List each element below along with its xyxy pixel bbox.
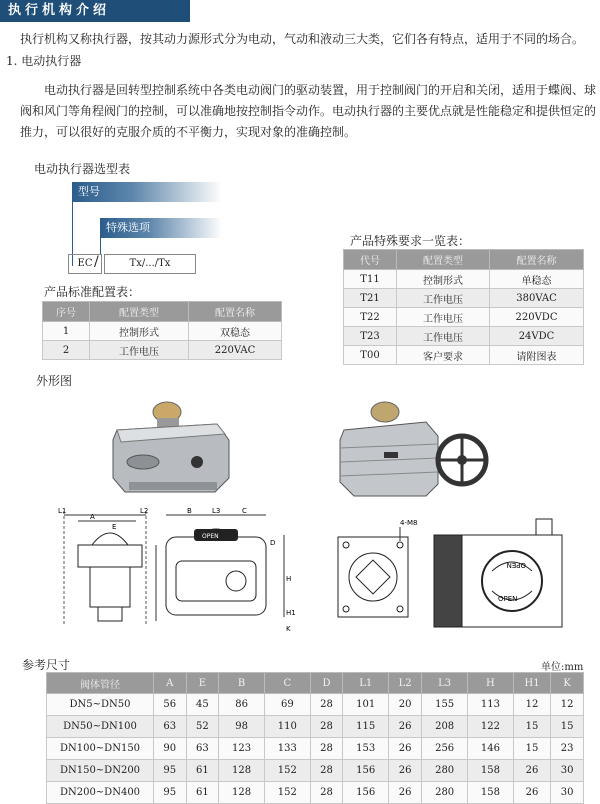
section-body: 电动执行器是回转型控制系统中各类电动阀门的驱动装置，用于控制阀门的开启和关闭，适用于蝶阀、球阀和风门等角程阀门的控制，可以准确地按控制指令动作。电动执行器的主要优点就是性能稳定和提供恒定的推力，可以很好的克服介质的不平衡力，实现对象的准确控制。 [20, 83, 597, 139]
table-header: 配置名称 [189, 302, 282, 322]
table-cell: 61 [186, 760, 219, 782]
table-cell: 2 [43, 341, 90, 360]
table-cell: 28 [310, 738, 343, 760]
table-cell: 156 [343, 782, 389, 804]
table-cell: 26 [513, 760, 550, 782]
table-cell: DN150~DN200 [47, 760, 154, 782]
table-header-row [47, 673, 584, 694]
table-cell: 12 [513, 694, 550, 716]
table-cell: 128 [219, 760, 265, 782]
table-row [47, 694, 584, 716]
dim-label-c: C [242, 507, 247, 515]
dim-label-d: D [270, 539, 276, 547]
table-row [344, 346, 584, 365]
table-row [43, 322, 282, 341]
table-cell: 28 [310, 782, 343, 804]
table-cell: 113 [468, 694, 514, 716]
technical-drawings [56, 505, 576, 645]
open-label-top-inverted: OPEN [506, 561, 526, 569]
table-cell: 146 [468, 738, 514, 760]
table-cell: 1 [43, 322, 90, 341]
table-header: L3 [422, 673, 468, 694]
table-cell: 15 [513, 738, 550, 760]
table-header: 配置类型 [90, 302, 189, 322]
table-cell: T22 [344, 308, 397, 327]
option-line [100, 238, 101, 254]
table-cell: 115 [343, 716, 389, 738]
table-cell: 单稳态 [490, 270, 584, 289]
table-cell: 24VDC [490, 327, 584, 346]
dimensions-title: 参考尺寸 [22, 658, 71, 672]
table-header: L2 [389, 673, 422, 694]
table-header-row [43, 302, 282, 322]
actuator-photo-front [105, 400, 235, 500]
dim-label-l3: L3 [212, 507, 221, 515]
table-cell: 153 [343, 738, 389, 760]
table-row [47, 738, 584, 760]
table-cell: 工作电压 [397, 327, 490, 346]
table-cell: 28 [310, 716, 343, 738]
dim-label-h: H [286, 575, 292, 583]
table-cell: 双稳态 [189, 322, 282, 341]
table-cell: T11 [344, 270, 397, 289]
model-bar [72, 182, 222, 202]
table-cell: 52 [186, 716, 219, 738]
table-row [47, 716, 584, 738]
table-cell: 95 [154, 782, 187, 804]
front-view-drawing [58, 507, 156, 625]
table-row [344, 270, 584, 289]
standard-table-title: 产品标准配置表： [44, 285, 141, 299]
table-row [344, 327, 584, 346]
code-slash: / [94, 254, 99, 270]
bottom-view-drawing [338, 519, 417, 617]
table-cell: 工作电压 [397, 289, 490, 308]
table-cell: 86 [219, 694, 265, 716]
table-row [344, 308, 584, 327]
table-cell: 133 [264, 738, 310, 760]
table-header: L1 [343, 673, 389, 694]
table-cell: 26 [389, 782, 422, 804]
table-cell: 26 [389, 760, 422, 782]
table-cell: 208 [422, 716, 468, 738]
table-header: B [219, 673, 265, 694]
table-cell: 256 [422, 738, 468, 760]
table-cell: 90 [154, 738, 187, 760]
table-header: 序号 [43, 302, 90, 322]
table-cell: DN200~DN400 [47, 782, 154, 804]
table-cell: DN5~DN50 [47, 694, 154, 716]
table-row [43, 341, 282, 360]
table-cell: DN50~DN100 [47, 716, 154, 738]
table-cell: 158 [468, 760, 514, 782]
table-header: K [551, 673, 584, 694]
table-cell: 26 [389, 738, 422, 760]
bolt-label: 4-M8 [400, 519, 418, 527]
option-label: 特殊选项 [106, 221, 150, 234]
table-cell: 15 [513, 716, 550, 738]
table-cell: 控制形式 [397, 270, 490, 289]
table-cell: 95 [154, 760, 187, 782]
table-cell: 客户要求 [397, 346, 490, 365]
table-cell: 控制形式 [90, 322, 189, 341]
dim-label-l1: L1 [58, 507, 67, 515]
table-cell: T23 [344, 327, 397, 346]
table-header-row [344, 250, 584, 270]
table-cell: 12 [551, 694, 584, 716]
table-header: 代号 [344, 250, 397, 270]
table-cell: T21 [344, 289, 397, 308]
table-row [47, 760, 584, 782]
table-cell: 工作电压 [397, 308, 490, 327]
table-cell: 请附图表 [490, 346, 584, 365]
table-cell: 63 [154, 716, 187, 738]
table-cell: 30 [551, 782, 584, 804]
table-header: D [310, 673, 343, 694]
table-cell: DN100~DN150 [47, 738, 154, 760]
table-cell: 26 [513, 782, 550, 804]
table-cell: 20 [389, 694, 422, 716]
table-cell: 220VAC [189, 341, 282, 360]
table-header: E [186, 673, 219, 694]
table-cell: 45 [186, 694, 219, 716]
table-cell: 工作电压 [90, 341, 189, 360]
table-cell: 158 [468, 782, 514, 804]
table-cell: T00 [344, 346, 397, 365]
table-header: 配置类型 [397, 250, 490, 270]
table-cell: 152 [264, 760, 310, 782]
dim-label-k: K [286, 625, 291, 633]
table-cell: 61 [186, 782, 219, 804]
table-cell: 63 [186, 738, 219, 760]
table-cell: 156 [343, 760, 389, 782]
table-cell: 30 [551, 760, 584, 782]
table-header: H1 [513, 673, 550, 694]
top-view-drawing [434, 519, 562, 627]
table-header: A [154, 673, 187, 694]
table-header: H [468, 673, 514, 694]
special-table [343, 249, 584, 365]
page-title: 执行机构介绍 [8, 3, 111, 18]
outline-title: 外形图 [36, 374, 73, 388]
option-bar [100, 218, 222, 238]
dim-label-l2: L2 [140, 507, 149, 515]
table-row [344, 289, 584, 308]
actuator-photo-handwheel [330, 400, 500, 500]
table-header: 阀体管径 [47, 673, 154, 694]
special-table-title: 产品特殊要求一览表： [350, 234, 471, 248]
table-cell: 110 [264, 716, 310, 738]
open-label: OPEN [202, 533, 219, 540]
dim-label-a: A [90, 513, 95, 521]
table-cell: 220VDC [490, 308, 584, 327]
unit-label: 单位:mm [541, 662, 584, 673]
side-view-drawing [166, 507, 296, 633]
table-cell: 23 [551, 738, 584, 760]
table-cell: 155 [422, 694, 468, 716]
table-cell: 26 [389, 716, 422, 738]
table-cell: 98 [219, 716, 265, 738]
table-cell: 28 [310, 760, 343, 782]
table-header: C [264, 673, 310, 694]
table-cell: 15 [551, 716, 584, 738]
table-cell: 123 [219, 738, 265, 760]
table-cell: 380VAC [490, 289, 584, 308]
open-label-top: OPEN [498, 595, 518, 603]
code-options-box: Tx/.../Tx [104, 254, 196, 274]
table-row [47, 782, 584, 804]
selection-title: 电动执行器选型表 [34, 162, 131, 176]
dimensions-table [46, 672, 584, 804]
table-cell: 101 [343, 694, 389, 716]
code-prefix-box: EC [68, 254, 102, 274]
standard-table [42, 301, 282, 360]
page-title-banner [0, 0, 190, 22]
table-cell: 69 [264, 694, 310, 716]
model-label: 型号 [78, 185, 100, 198]
dim-label-e: E [112, 523, 117, 531]
table-cell: 128 [219, 782, 265, 804]
table-cell: 280 [422, 760, 468, 782]
dim-label-h1: H1 [286, 609, 296, 617]
dim-label-b: B [187, 507, 192, 515]
table-cell: 56 [154, 694, 187, 716]
table-cell: 152 [264, 782, 310, 804]
table-header: 配置名称 [490, 250, 584, 270]
table-cell: 122 [468, 716, 514, 738]
table-cell: 280 [422, 782, 468, 804]
section-heading: 1. 电动执行器 [6, 54, 82, 68]
intro-paragraph: 执行机构又称执行器，按其动力源形式分为电动，气动和液动三大类，它们各有特点，适用于不同的场合。 [20, 32, 585, 46]
table-cell: 28 [310, 694, 343, 716]
